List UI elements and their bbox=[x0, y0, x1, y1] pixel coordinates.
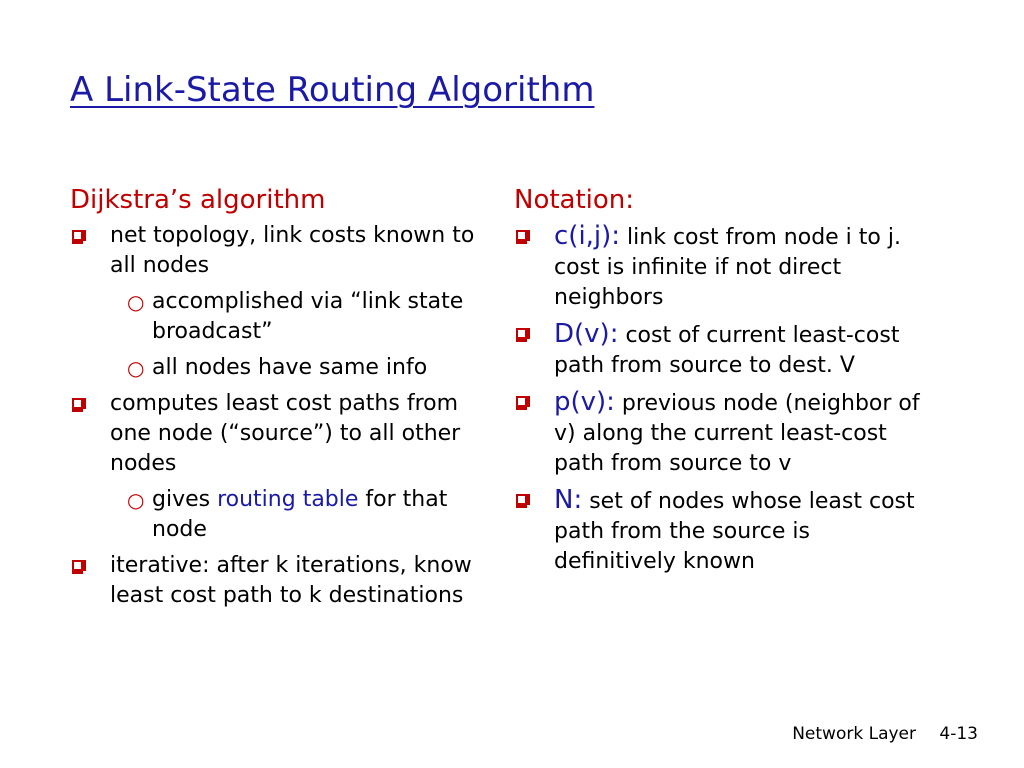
notation-desc: link cost from node i to j. cost is infinite if not direct neighbors bbox=[554, 225, 901, 310]
hollow-circle-bullet-icon: ○ bbox=[127, 356, 145, 380]
square-bullet-icon bbox=[516, 494, 527, 505]
sub-bullet-text-pre: gives bbox=[152, 487, 218, 512]
sub-bullet-item bbox=[70, 353, 490, 383]
sub-bullet-text: accomplished via “link state broadcast” bbox=[152, 289, 464, 344]
square-bullet-icon bbox=[72, 230, 83, 241]
sub-bullet-text-post: for that node bbox=[152, 487, 448, 542]
notation-item bbox=[514, 387, 934, 479]
routing-table-highlight: routing table bbox=[217, 487, 359, 512]
slide-title: A Link-State Routing Algorithm bbox=[70, 70, 595, 110]
notation-term: D(v): bbox=[554, 319, 619, 349]
bullet-item bbox=[70, 221, 490, 281]
square-bullet-icon bbox=[516, 230, 527, 241]
notation-desc: set of nodes whose least cost path from the source is definitively known bbox=[554, 489, 915, 574]
footer-page-number: 4-13 bbox=[939, 724, 978, 744]
square-bullet-icon bbox=[516, 396, 527, 407]
sub-bullet-text: all nodes have same info bbox=[152, 355, 428, 380]
square-bullet-icon bbox=[516, 328, 527, 339]
sub-bullet-item bbox=[70, 485, 490, 545]
left-column bbox=[70, 183, 490, 617]
notation-item bbox=[514, 319, 934, 381]
notation-desc: cost of current least-cost path from source to dest. V bbox=[554, 323, 900, 378]
notation-desc: previous node (neighbor of v) along the current least-cost path from source to v bbox=[554, 391, 920, 476]
notation-term: c(i,j): bbox=[554, 221, 621, 251]
footer-section: Network Layer bbox=[792, 724, 916, 744]
bullet-text: iterative: after k iterations, know least cost path to k destinations bbox=[110, 553, 472, 608]
bullet-item bbox=[70, 389, 490, 479]
bullet-item bbox=[70, 551, 490, 611]
notation-term: N: bbox=[554, 485, 583, 515]
notation-item bbox=[514, 221, 934, 313]
slide-footer bbox=[792, 724, 978, 744]
sub-bullet-item bbox=[70, 287, 490, 347]
right-heading: Notation: bbox=[514, 185, 635, 215]
square-bullet-icon bbox=[72, 560, 83, 571]
hollow-circle-bullet-icon: ○ bbox=[127, 488, 145, 512]
notation-item bbox=[514, 485, 934, 577]
hollow-circle-bullet-icon: ○ bbox=[127, 290, 145, 314]
bullet-text: net topology, link costs known to all nodes bbox=[110, 223, 475, 278]
square-bullet-icon bbox=[72, 398, 83, 409]
right-column bbox=[514, 183, 934, 583]
left-heading: Dijkstra’s algorithm bbox=[70, 185, 326, 215]
notation-term: p(v): bbox=[554, 387, 615, 417]
bullet-text: computes least cost paths from one node (“source”) to all other nodes bbox=[110, 391, 461, 476]
